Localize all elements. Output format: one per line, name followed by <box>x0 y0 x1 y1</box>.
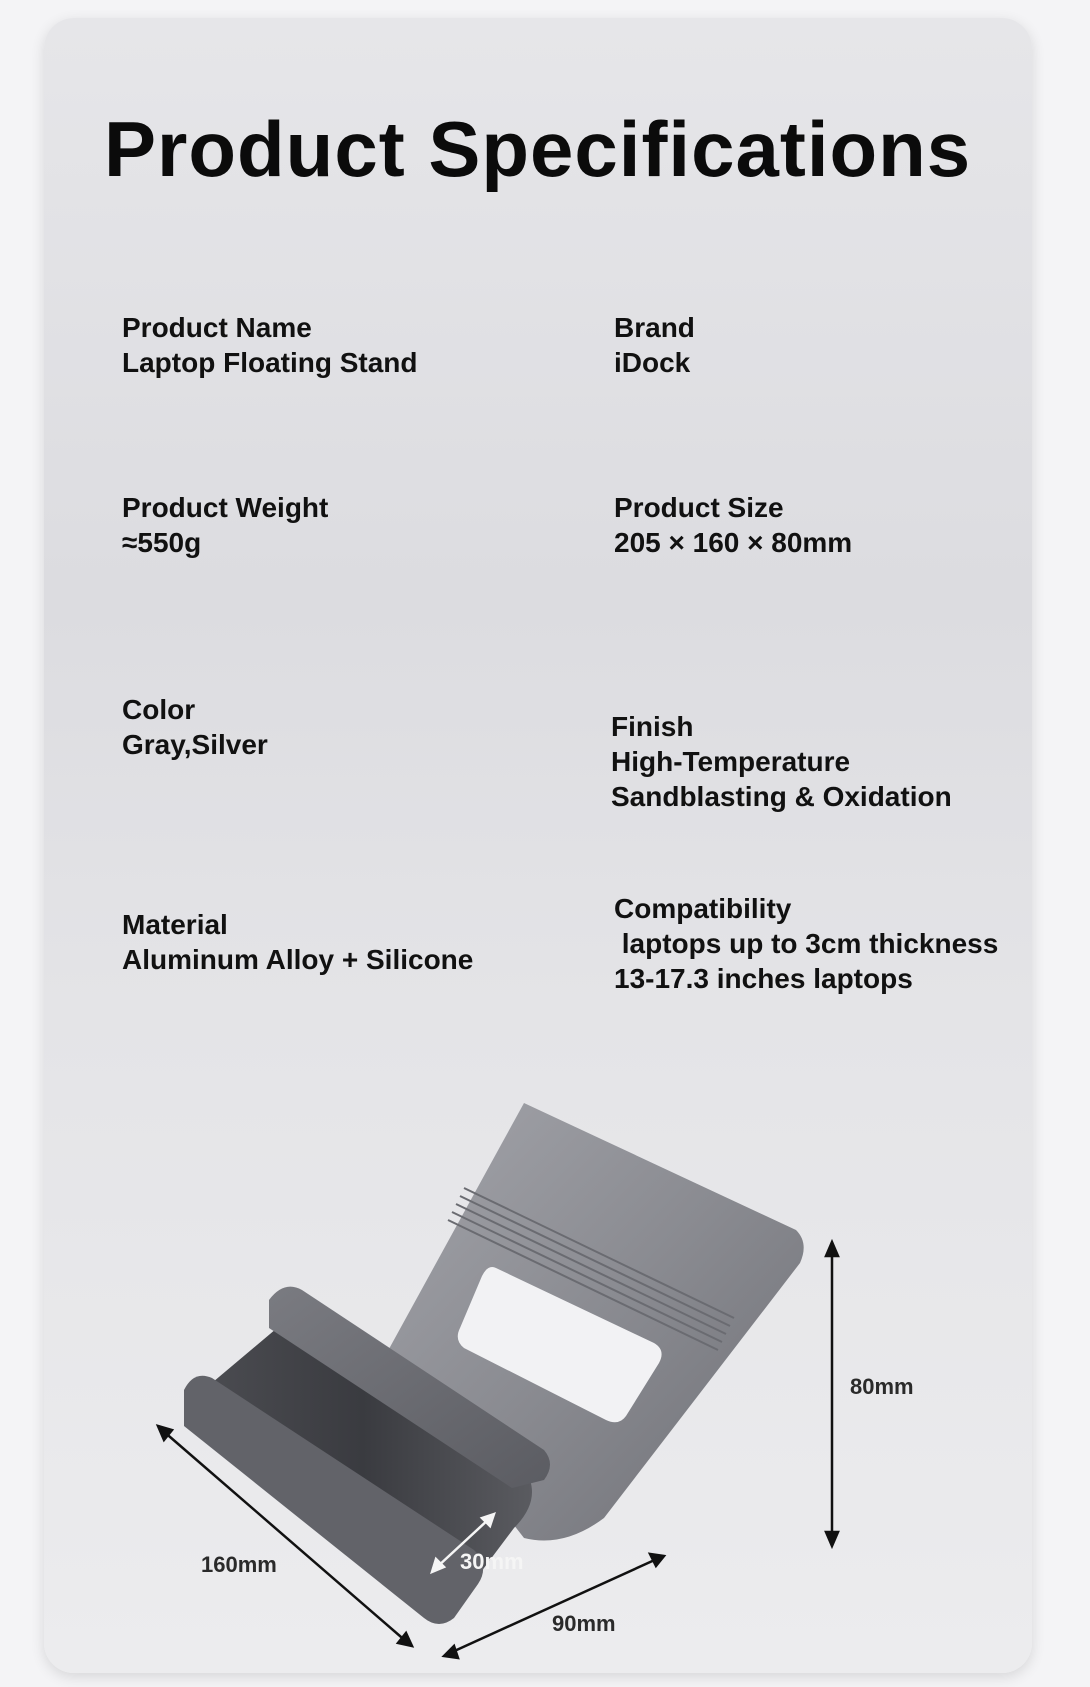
spec-label: Product Size <box>614 492 784 523</box>
spec-value: iDock <box>614 347 691 378</box>
spec-label: Compatibility <box>614 893 792 924</box>
spec-value: Gray,Silver <box>122 729 268 760</box>
spec-value-line: High-Temperature <box>611 746 851 777</box>
spec-value-line: Sandblasting & Oxidation <box>611 781 952 812</box>
spec-label: Product Weight <box>122 492 329 523</box>
laptop-stand-illustration <box>44 18 1032 1673</box>
spec-value: ≈550g <box>122 527 202 558</box>
dimension-slot-label: 30mm <box>460 1549 524 1574</box>
dimension-height-label: 80mm <box>850 1374 914 1399</box>
spec-value: Aluminum Alloy + Silicone <box>122 944 474 975</box>
page-title: Product Specifications <box>104 105 972 193</box>
spec-label: Brand <box>614 312 695 343</box>
spec-value-line: laptops up to 3cm thickness <box>614 928 999 959</box>
spec-label: Product Name <box>122 312 312 343</box>
spec-value-line: 13-17.3 inches laptops <box>614 963 913 994</box>
spec-card <box>44 18 1032 1673</box>
spec-label: Color <box>122 694 196 725</box>
spec-label: Material <box>122 909 228 940</box>
spec-value: 205 × 160 × 80mm <box>614 527 853 558</box>
dimension-width-label: 90mm <box>552 1611 616 1636</box>
spec-value: Laptop Floating Stand <box>122 347 418 378</box>
dimension-length-label: 160mm <box>201 1552 277 1577</box>
spec-label: Finish <box>611 711 694 742</box>
